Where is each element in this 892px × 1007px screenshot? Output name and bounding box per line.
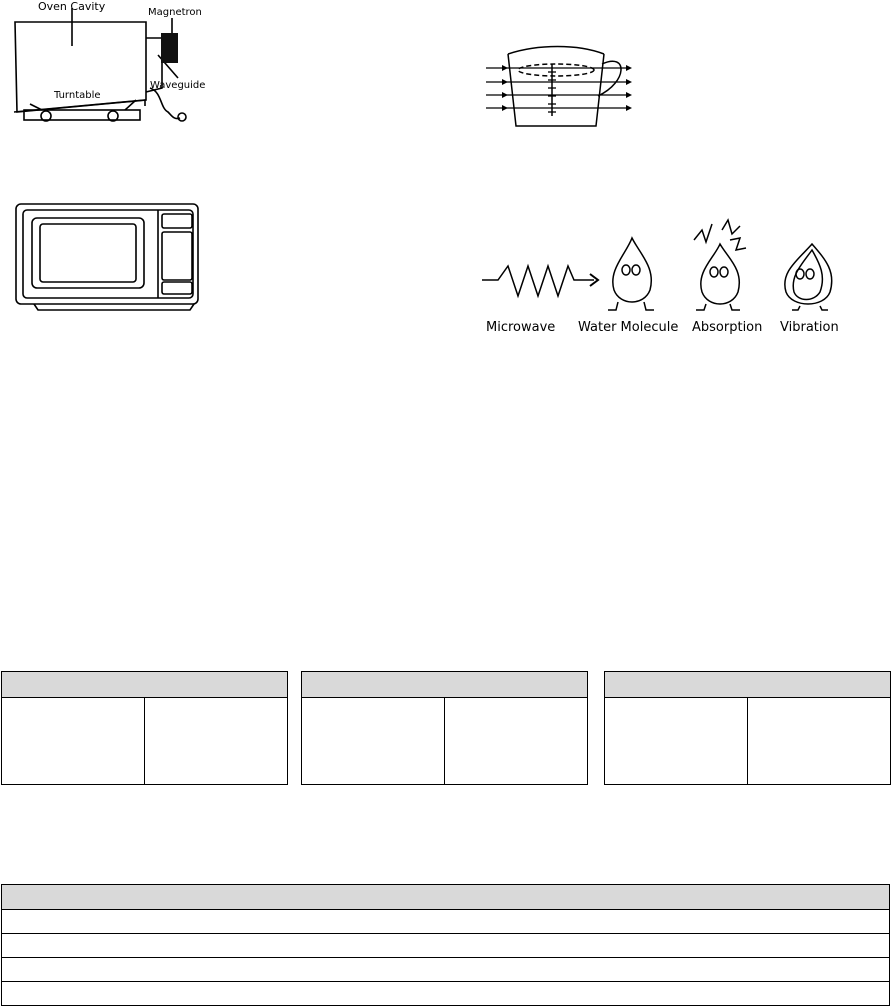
measuring-cup-diagram	[478, 42, 638, 132]
info-box-3-left-column	[605, 698, 748, 784]
info-box-2	[301, 671, 588, 785]
info-box-2-right-column	[445, 698, 588, 784]
info-box-1-right-column	[145, 698, 288, 784]
oven-cavity-label: Oven Cavity	[38, 0, 106, 13]
info-box-3-header	[605, 672, 890, 698]
water-molecule-diagram	[474, 210, 854, 340]
waveguide-label: Waveguide	[150, 80, 206, 91]
microwave-wave	[482, 266, 594, 296]
wide-table-row	[2, 910, 889, 934]
wide-table	[1, 884, 890, 1006]
info-box-1-header	[2, 672, 287, 698]
absorption-label: Absorption	[692, 320, 763, 335]
turntable-label: Turntable	[54, 90, 101, 101]
wide-table-row	[2, 982, 889, 1005]
vibration-label: Vibration	[780, 320, 839, 335]
wide-table-row	[2, 934, 889, 958]
wide-table-row	[2, 958, 889, 982]
oven-cross-section-diagram	[0, 0, 210, 135]
info-box-1-left-column	[2, 698, 145, 784]
info-box-1	[1, 671, 288, 785]
microwave-label: Microwave	[486, 320, 556, 335]
microwave-oven-front-view	[14, 196, 206, 320]
info-box-3	[604, 671, 891, 785]
info-box-3-right-column	[748, 698, 891, 784]
wide-table-header	[2, 885, 889, 910]
magnetron-label: Magnetron	[148, 7, 202, 18]
info-box-2-header	[302, 672, 587, 698]
water-molecule-label: Water Molecule	[578, 320, 679, 335]
info-box-2-left-column	[302, 698, 445, 784]
